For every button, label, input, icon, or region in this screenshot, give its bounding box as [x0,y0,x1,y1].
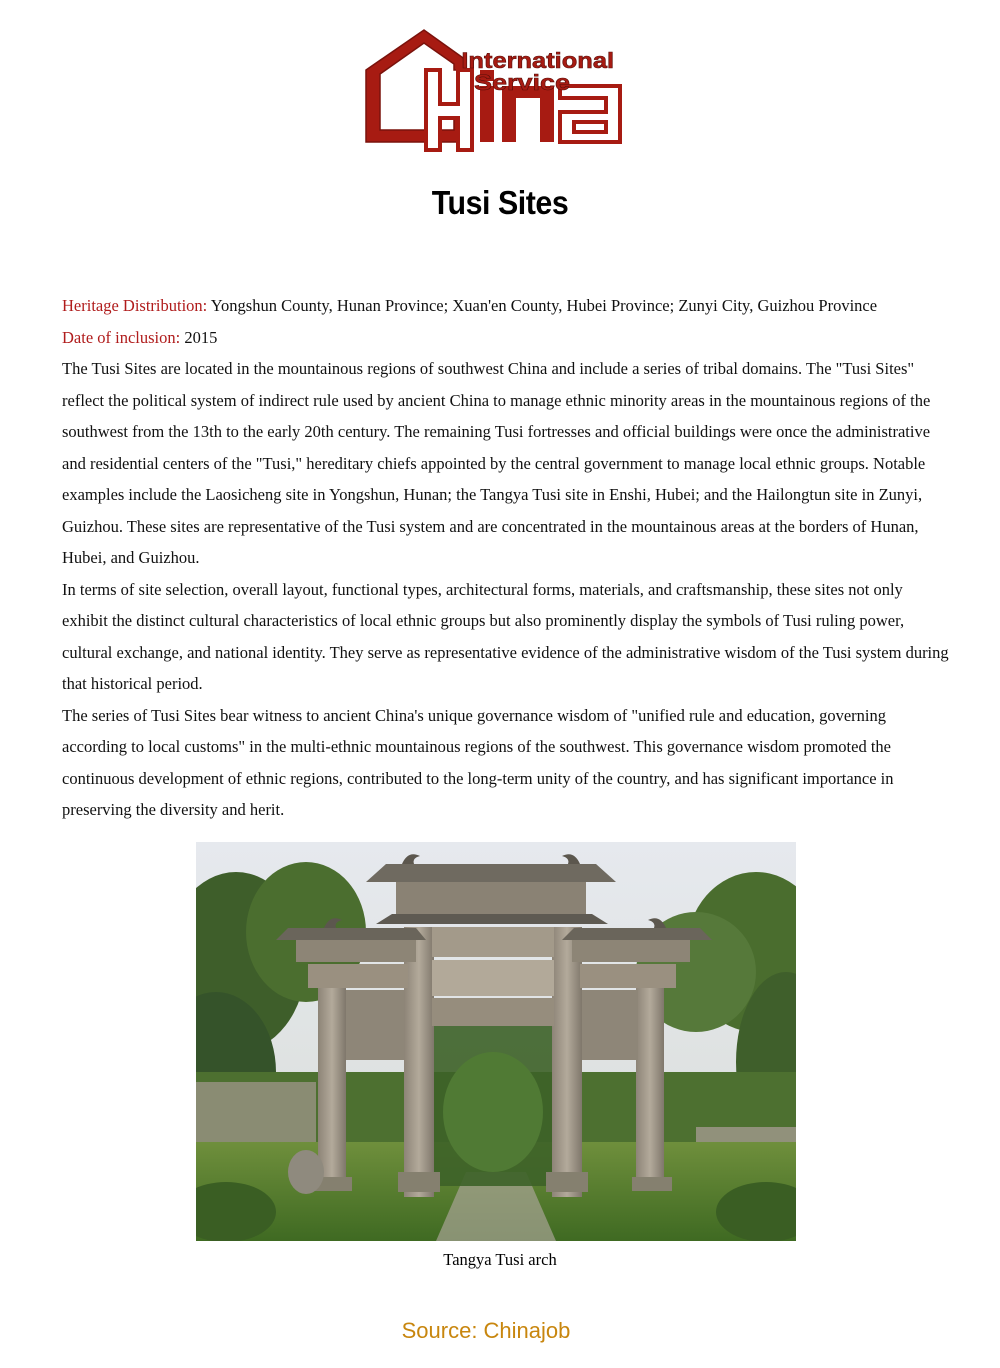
heritage-distribution-value: Yongshun County, Hunan Province; Xuan'en County, Hubei Province; Zunyi City, Guizhou Province [210,296,878,315]
paragraph-characteristics: In terms of site selection, overall layout, functional types, architectural forms, materials, and craftsmanship, these sites not only exhibit the distinct cultural characteristics of local ethnic groups but also prominently display the symbols of Tusi ruling power, cultural exchange, and national identity. They serve as representative evidence of the administrative wisdom of the Tusi system during that historical period. [62,579,949,693]
paragraph-governance: The series of Tusi Sites bear witness to ancient China's unique governance wisdom of "unified rule and education, governing according to local customs" in the multi-ethnic mountainous regions of the southwest. This governance wisdom promoted the continuous development of ethnic regions, contributed to the long-term unity of the country, and has significant importance in preserving the diversity and herit. [62,705,894,819]
photo-caption: Tangya Tusi arch [443,1250,557,1269]
heritage-distribution-line [62,290,952,322]
date-of-inclusion-value: 2015 [184,327,218,347]
date-of-inclusion-label: Date of inclusion: [62,327,181,347]
tangya-tusi-arch-photo [196,842,796,1241]
international-service-china-logo [362,26,628,156]
page-title: Tusi Sites [431,184,569,221]
paragraph-intro: The Tusi Sites are located in the mountainous regions of southwest China and include a series of tribal domains. The "Tusi Sites" reflect the political system of indirect rule used by ancient China to manage ethnic minority areas in the mountainous regions of the southwest from the 13th to the early 20th century. The remaining Tusi fortresses and official buildings were once the administrative and residential centers of the "Tusi," hereditary chiefs appointed by the central government to manage local ethnic groups. Notable examples include the Laosicheng site in Yongshun, Hunan; the Tangya Tusi site in Enshi, Hubei; and the Hailongtun site in Zunyi, Guizhou. These sites are representative of the Tusi system and are concentrated in the mountainous areas at the borders of Hunan, Hubei, and Guizhou. [62,359,931,567]
heritage-distribution-label: Heritage Distribution: [62,296,208,315]
article-body [62,290,952,826]
source-credit: Source: Chinajob [401,1318,571,1343]
logo-word-china: China [362,26,365,27]
logo-line-service: Service [474,70,570,95]
logo-line-international: International [461,49,615,74]
date-of-inclusion-line [62,322,952,354]
